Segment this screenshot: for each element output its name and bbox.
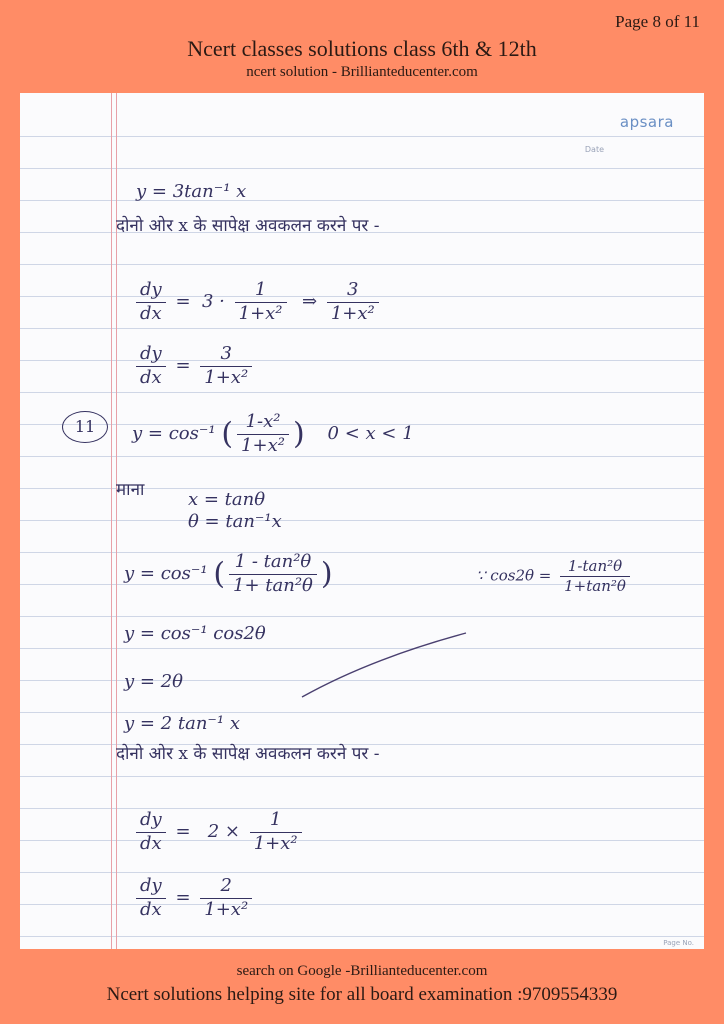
denominator: 1+x² [330,302,375,324]
close-paren: ) [320,556,333,592]
numerator: 1 [250,809,302,833]
substitution-line: θ = tan⁻¹x [188,511,282,532]
equation-step: y = cos⁻¹ cos2θ [124,623,266,644]
date-label: Date [584,145,604,154]
equation-step: y = 2θ [124,671,183,692]
fraction [136,279,166,325]
hindi-instruction: दोनो ओर x के सापेक्ष अवकलन करने पर - [116,744,380,764]
equals: = [175,355,191,376]
identity-lhs: ∵ cos2θ = [476,566,552,585]
fraction [200,343,252,389]
derivative-step [132,279,383,325]
numerator: 1 - tan²θ [229,551,317,575]
fraction [250,809,302,855]
close-paren: ) [292,416,305,452]
derivative-step [132,809,306,855]
numerator: 1 [235,279,287,303]
denominator: 1+x² [238,302,283,324]
implies-sign: ⇒ [301,291,318,312]
open-paren: ( [221,416,234,452]
numerator: dy [136,875,166,899]
fraction [200,875,252,921]
denominator: dx [140,898,162,920]
fraction [136,343,166,389]
footer-search-line: search on Google -Brillianteducenter.com [236,963,488,979]
numerator: 3 [327,279,379,303]
fraction [327,279,379,325]
denominator: dx [140,366,162,388]
notebook-page [20,93,704,949]
equals: = [175,821,191,842]
hindi-instruction: दोनो ओर x के सापेक्ष अवकलन करने पर - [116,216,380,236]
coefficient: 3 · [201,291,225,312]
numerator: dy [136,343,166,367]
denominator: dx [140,302,162,324]
equation-lhs: y = cos⁻¹ [124,563,208,584]
fraction [237,411,289,457]
derivative-step [132,343,256,389]
denominator: 1+x² [204,366,249,388]
denominator: 1+ tan²θ [233,574,313,596]
fraction [235,279,287,325]
identity-note [476,557,634,596]
equals: = [175,291,191,312]
fraction [560,557,630,596]
page-no-label: Page No. [663,939,694,947]
denominator: dx [140,832,162,854]
denominator: 1+x² [204,898,249,920]
notebook-brand: apsara [619,113,674,131]
page-subtitle: ncert solution - Brillianteducenter.com [246,64,478,80]
numerator: dy [136,809,166,833]
derivative-step [132,875,256,921]
domain-condition: 0 < x < 1 [327,423,414,444]
fraction [136,809,166,855]
numerator: 1-x² [237,411,289,435]
fraction [136,875,166,921]
equals: = [175,887,191,908]
footer-contact-line: Ncert solutions helping site for all board examination :9709554339 [106,984,618,1005]
coefficient: 2 × [207,821,240,842]
page-indicator: Page 8 of 11 [615,12,700,31]
numerator: 1-tan²θ [560,557,630,577]
numerator: 3 [200,343,252,367]
equation-step: y = 2 tan⁻¹ x [124,713,241,734]
denominator: 1+x² [253,832,298,854]
denominator: 1+x² [241,434,285,456]
denominator: 1+tan²θ [564,576,626,595]
let-word: माना [116,480,145,500]
fraction [229,551,317,597]
numerator: 2 [200,875,252,899]
open-paren: ( [213,556,226,592]
equation-step [124,551,333,597]
substitution-line: x = tanθ [188,489,266,510]
question-equation [132,411,414,457]
equation-line: y = 3tan⁻¹ x [136,181,247,202]
numerator: dy [136,279,166,303]
equation-lhs: y = cos⁻¹ [132,423,216,444]
page-title: Ncert classes solutions class 6th & 12th [187,36,537,61]
stray-pen-stroke [300,631,470,701]
question-number: 11 [62,411,108,443]
